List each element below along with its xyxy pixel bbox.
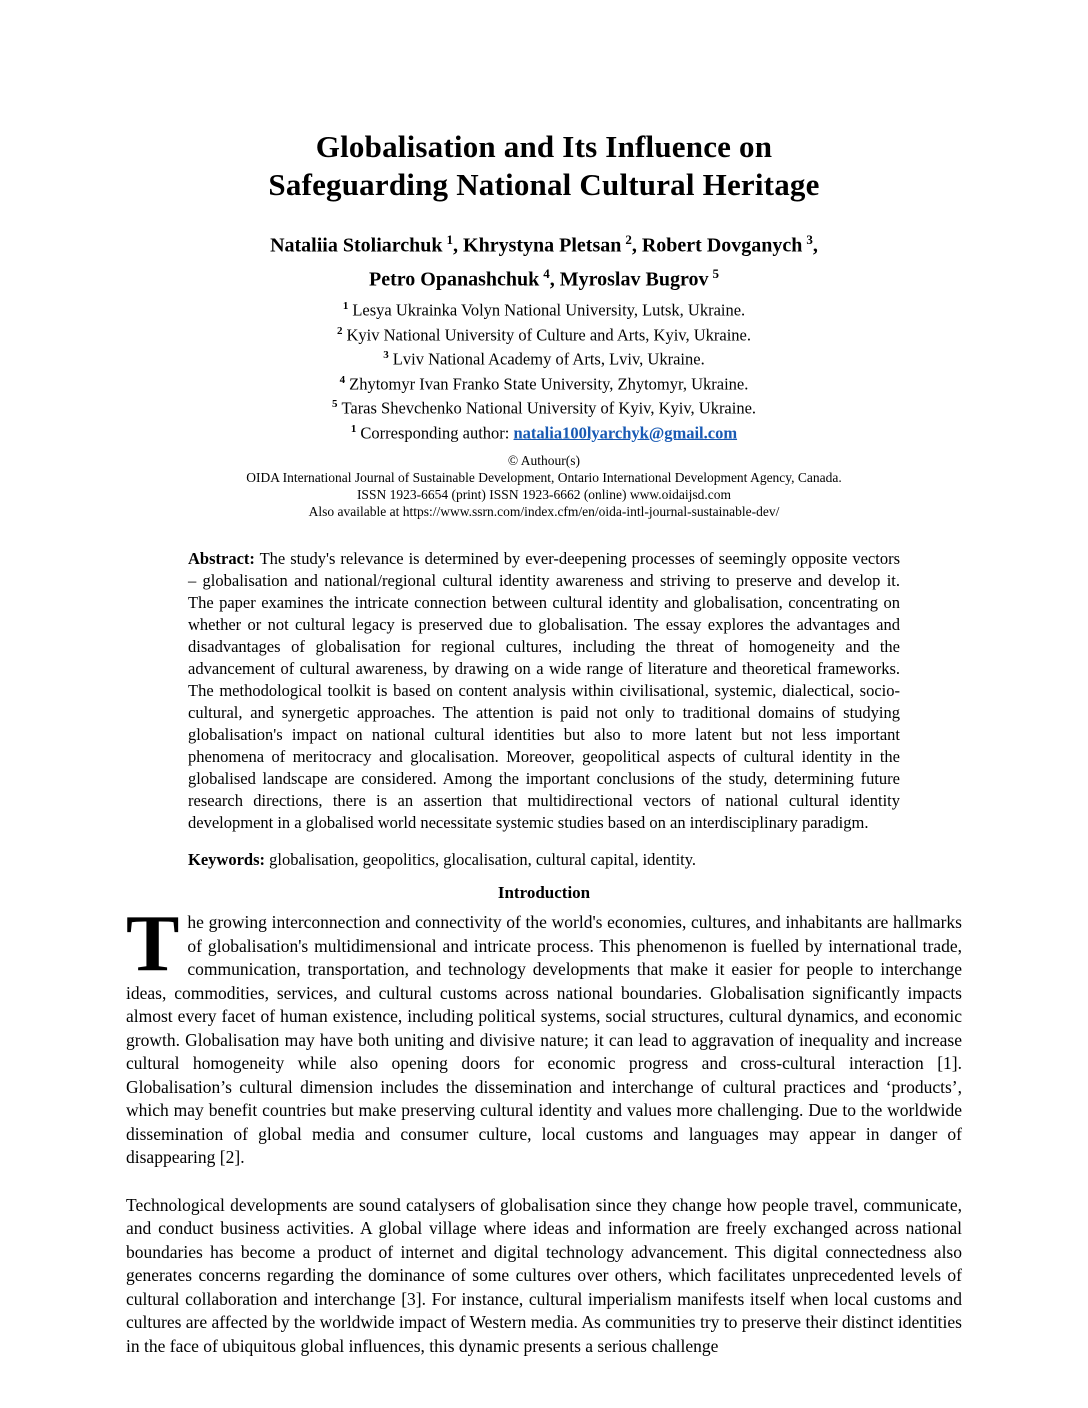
- section-heading-introduction: Introduction: [497, 883, 591, 903]
- dropcap-letter: T: [126, 900, 180, 989]
- introduction-paragraph-2: Technological developments are sound catalysers of globalisation since they change how people travel, communicate, and conduct business activities. A global village where ideas and information are freely exchanged across national boundaries has become a product of internet and digital technology advancement. This digital connectedness also generates concerns regarding the dominance of some cultures over others, which facilitates unprecedented levels of cultural collaboration and interchange [3]. For instance, cultural imperialism manifests itself when local customs and cultures are affected by the worldwide impact of Western media. As communities try to preserve their distinct identities in the face of ubiquitous global influences, this dynamic presents a serious challenge: [126, 1194, 962, 1356]
- author-separator: ,: [549, 268, 560, 291]
- paper-title-line2: Safeguarding National Cultural Heritage: [268, 167, 820, 202]
- author-affil-ref: 4: [543, 265, 550, 281]
- affiliations: [126, 296, 962, 443]
- affiliation-text: Taras Shevchenko National University of Kyiv, Kyiv, Ukraine.: [341, 398, 757, 418]
- affiliation-line: [126, 321, 962, 346]
- abstract-paragraph: [188, 548, 900, 834]
- author-affil-ref: 1: [446, 232, 454, 247]
- author-name: Petro Opanashchuk: [369, 268, 540, 291]
- corresponding-author-label: Corresponding author:: [360, 423, 514, 443]
- issn-line: ISSN 1923-6654 (print) ISSN 1923-6662 (online) www.oidaijsd.com: [356, 487, 732, 503]
- affiliation-number: 3: [383, 349, 389, 362]
- affiliation-text: Lviv National Academy of Arts, Lviv, Ukraine.: [392, 349, 705, 369]
- author-affil-ref: 5: [712, 265, 719, 281]
- affiliation-number: 1: [342, 300, 349, 313]
- keywords-label: Keywords:: [188, 850, 265, 870]
- author-separator: ,: [812, 234, 818, 257]
- corresponding-author-line: [126, 419, 962, 444]
- availability-line: Also available at https://www.ssrn.com/index.cfm/en/oida-intl-journal-sustainable-dev/: [308, 504, 780, 520]
- corresponding-author-number: 1: [350, 422, 357, 435]
- paper-title: [126, 128, 962, 204]
- corresponding-author-email-link[interactable]: natalia100lyarchyk@gmail.com: [513, 423, 738, 443]
- author-line-1: [126, 226, 962, 260]
- affiliation-number: 2: [337, 324, 343, 337]
- affiliation-line: [126, 345, 962, 370]
- author-separator: ,: [453, 234, 464, 257]
- abstract-text: The study's relevance is determined by ever-deepening processes of seemingly opposite vectors – globalisation and national/regional cultural identity awareness and striving to preserve and develop it. The paper examines the intricate connection between cultural identity and globalisation, concentrating on whether or not cultural legacy is preserved due to globalisation. The essay explores the advantages and disadvantages of globalisation for regional cultures, including the threat of homogeneity and the advancement of cultural awareness, by drawing on a wide range of literature and theoretical frameworks. The methodological toolkit is based on content analysis within civilisational, systemic, dialectical, socio-cultural, and synergetic approaches. The attention is paid not only to traditional domains of studying globalisation's impact on national cultural identities but also to more latent but not less important phenomena of meritocracy and glocalisation. Moreover, geopolitical aspects of cultural identity in the globalised landscape are considered. Among the important conclusions of the study, determining future research directions, there is an assertion that multidirectional vectors of national cultural identity development in a globalised world necessitate systemic studies based on an interdisciplinary paradigm.: [188, 549, 900, 833]
- publisher-block: [126, 452, 962, 520]
- paper-page: [126, 0, 962, 1358]
- introduction-paragraph-1-text: he growing interconnection and connectivity of the world's economies, cultures, and inhabitants are hallmarks of globalisation's multidimensional and intricate process. This phenomenon is fuelled by international trade, communication, transportation, and technology developments that make it easier for people to interchange ideas, commodities, services, and cultural customs across national boundaries. Globalisation significantly impacts almost every facet of human existence, including political systems, social structures, cultural dynamics, and economic growth. Globalisation may have both uniting and divisive nature; it can lead to aggravation of inequality and increase cultural homogeneity while also opening doors for economic progress and cross-cultural interaction [1]. Globalisation’s cultural dimension includes the dissemination and interchange of cultural practices and ‘products’, which may benefit countries but make preserving cultural identity and values more challenging. Due to the worldwide dissemination of global media and consumer culture, local customs and languages may appear in danger of disappearing [2].: [126, 912, 962, 1168]
- author-line-2: [126, 260, 962, 294]
- author-separator: ,: [631, 234, 642, 257]
- affiliation-number: 4: [339, 373, 346, 386]
- affiliation-number: 5: [331, 398, 338, 411]
- author-affil-ref: 2: [625, 232, 632, 247]
- affiliation-line: [126, 296, 962, 321]
- copyright-line: © Authour(s): [507, 453, 581, 469]
- affiliation-text: Zhytomyr Ivan Franko State University, Zhytomyr, Ukraine.: [349, 374, 749, 394]
- author-name: Robert Dovganych: [641, 234, 803, 257]
- author-name: Nataliia Stoliarchuk: [270, 234, 443, 257]
- affiliation-text: Lesya Ukrainka Volyn National University, Lutsk, Ukraine.: [352, 300, 746, 320]
- affiliation-line: [126, 370, 962, 395]
- abstract-block: [188, 548, 900, 871]
- paper-title-line1: Globalisation and Its Influence on: [315, 129, 773, 164]
- author-list: [126, 226, 962, 293]
- keywords-text: globalisation, geopolitics, glocalisation, cultural capital, identity.: [265, 850, 697, 870]
- affiliation-line: [126, 394, 962, 419]
- introduction-paragraph-1: [126, 900, 962, 1170]
- journal-line: OIDA International Journal of Sustainable Development, Ontario International Development Agency, Canada.: [246, 470, 842, 486]
- affiliation-text: Kyiv National University of Culture and Arts, Kyiv, Ukraine.: [346, 325, 751, 345]
- keywords-line: [188, 849, 900, 871]
- author-name: Khrystyna Pletsan: [463, 234, 622, 257]
- author-name: Myroslav Bugrov: [559, 268, 709, 291]
- author-affil-ref: 3: [806, 232, 813, 247]
- abstract-label: Abstract:: [188, 549, 255, 569]
